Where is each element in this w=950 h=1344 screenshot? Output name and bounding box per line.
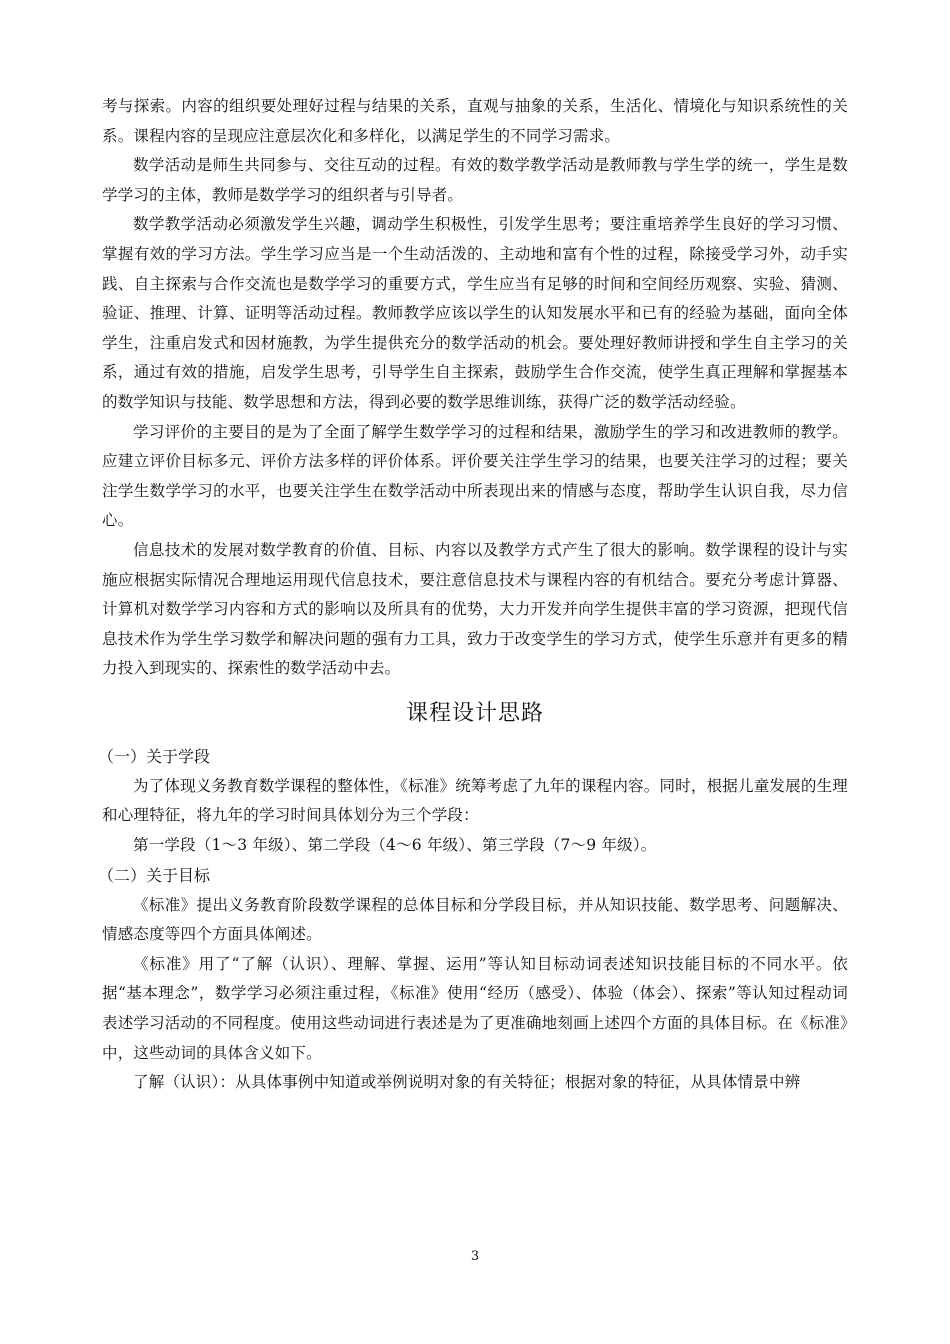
subsection-heading-goals: （二）关于目标 (98, 865, 211, 885)
paragraph-teaching-activity: 数学教学活动必须激发学生兴趣，调动学生积极性，引发学生思考；要注重培养学生良好的学习习惯、掌握有效的学习方法。学生学习应当是一个生动活泼的、主动地和富有个性的过程，除接受学习外，动手实践、自主探索与合作交流也是数学学习的重要方式，学生应当有足够的时间和空间经历观察、实验、猜测、验证、推理、计算、证明等活动过程。教师教学应该以学生的认知发展水平和已有的经验为基础，面向全体学生，注重启发式和因材施教，为学生提供充分的数学活动的机会。要处理好教师讲授和学生自主学习的关系，通过有效的措施，启发学生思考，引导学生自主探索，鼓励学生合作交流，使学生真正理解和掌握基本的数学知识与技能、数学思想和方法，得到必要的数学思维训练，获得广泛的数学活动经验。 (102, 215, 848, 411)
page-number: 3 (470, 1249, 480, 1264)
paragraph-goals-overview: 《标准》提出义务教育阶段数学课程的总体目标和分学段目标，并从知识技能、数学思考、问题解决、情感态度等四个方面具体阐述。 (102, 895, 848, 944)
document-body (98, 92, 848, 1098)
paragraph-understand-definition: 了解（认识）：从具体事例中知道或举例说明对象的有关特征；根据对象的特征，从具体情景中辨 (133, 1073, 801, 1092)
subsection-heading-stages: （一）关于学段 (98, 746, 211, 766)
section-title: 课程设计思路 (405, 700, 544, 726)
paragraph-stages-overview: 为了体现义务教育数学课程的整体性，《标准》统筹考虑了九年的课程内容。同时，根据儿童发展的生理和心理特征，将九年的学习时间具体划分为三个学段： (102, 776, 848, 825)
paragraph-intro-continuation: 考与探索。内容的组织要处理好过程与结果的关系，直观与抽象的关系，生活化、情境化与知识系统性的关系。课程内容的呈现应注意层次化和多样化，以满足学生的不同学习需求。 (102, 97, 848, 145)
paragraph-math-activity: 数学活动是师生共同参与、交往互动的过程。有效的数学教学活动是教师教与学生学的统一，学生是数学学习的主体，教师是数学学习的组织者与引导者。 (102, 156, 848, 204)
paragraph-information-technology: 信息技术的发展对数学教育的价值、目标、内容以及教学方式产生了很大的影响。数学课程的设计与实施应根据实际情况合理地运用现代信息技术，要注意信息技术与课程内容的有机结合。要充分考虑计算器、计算机对数学学习内容和方式的影响以及所具有的优势，大力开发并向学生提供丰富的学习资源，把现代信息技术作为学生学习数学和解决问题的强有力工具，致力于改变学生的学习方式，使学生乐意并有更多的精力投入到现实的、探索性的数学活动中去。 (102, 540, 848, 678)
paragraph-goal-verbs: 《标准》用了“了解（认识）、理解、掌握、运用”等认知目标动词表述知识技能目标的不同水平。依据“基本理念”，数学学习必须注重过程，《标准》使用“经历（感受）、体验（体会）、探索”等认知过程动词表述学习活动的不同程度。使用这些动词进行表述是为了更准确地刻画上述四个方面的具体目标。在《标准》中，这些动词的具体含义如下。 (102, 954, 848, 1062)
paragraph-stages-list: 第一学段（1～3 年级）、第二学段（4～6 年级）、第三学段（7～9 年级）。 (133, 836, 657, 855)
paragraph-learning-evaluation: 学习评价的主要目的是为了全面了解学生数学学习的过程和结果，激励学生的学习和改进教师的教学。应建立评价目标多元、评价方法多样的评价体系。评价要关注学生学习的结果，也要关注学习的过程；要关注学生数学学习的水平，也要关注学生在数学活动中所表现出来的情感与态度，帮助学生认识自我，尽力信心。 (102, 422, 848, 530)
